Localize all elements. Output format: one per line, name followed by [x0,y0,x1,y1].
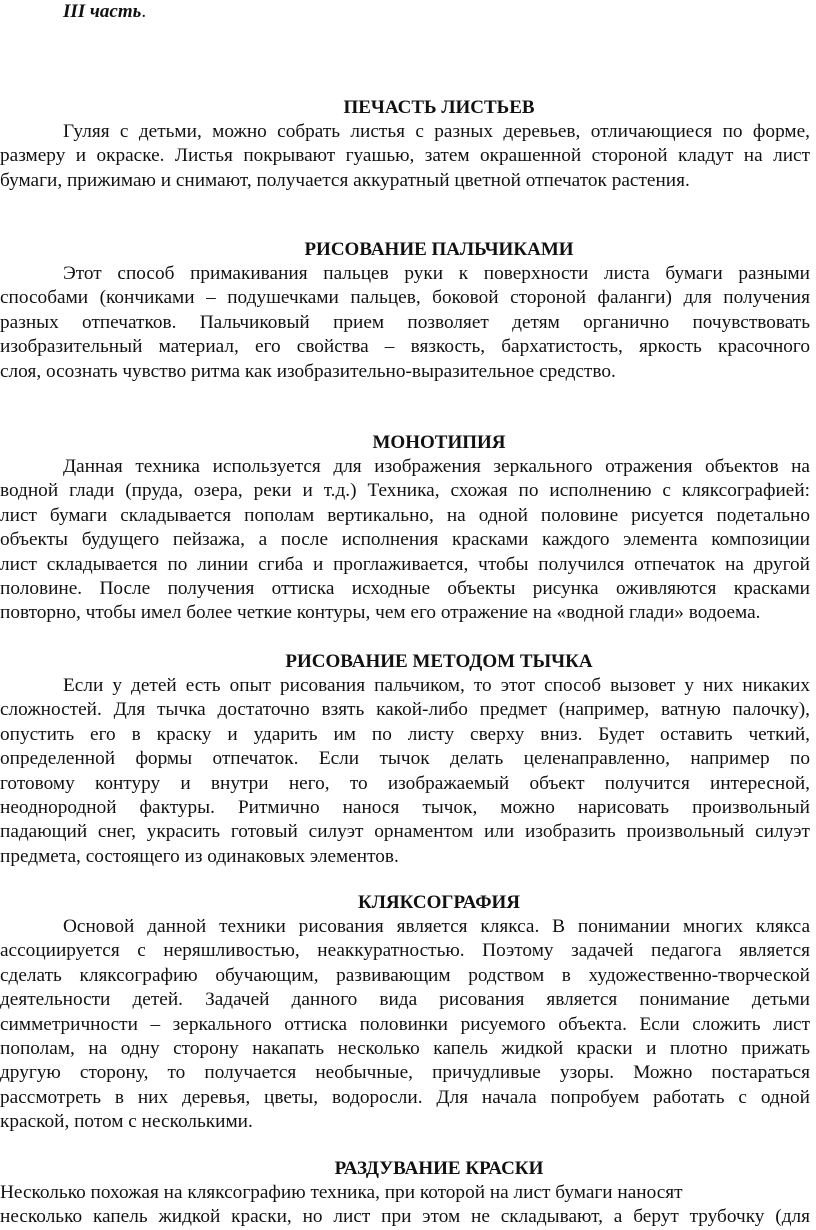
section-paint-blowing [0,1157,816,1230]
section-heading: МОНОТИПИЯ [372,432,506,453]
paragraph-line: опустить его в краску и ударить им по листу сверху вниз. Будет оставить четкий, [0,723,810,745]
paragraph-line: сложностей. Для тычка достаточно взять какой-либо предмет (например, ватную палочку), [0,699,810,721]
paragraph-line: бумаги, прижимаю и снимают, получается аккуратный цветной отпечаток растения. [0,169,690,191]
section-blotography [0,891,816,1135]
paragraph-line: краской, потом с несколькими. [0,1111,253,1133]
paragraph-line: неоднородной фактуры. Ритмично нанося тычок, можно нарисовать произвольный [0,796,810,818]
paragraph-line: симметричности – зеркального оттиска половинки рисуемого объекта. Если сложить лист [0,1013,810,1035]
section-paragraph [0,120,816,193]
paragraph-line: объекты будущего пейзажа, а после исполнения красками каждого элемента композиции [0,529,810,551]
paragraph-line: Данная техника используется для изображения зеркального отражения объектов на [63,456,810,477]
paragraph-line: Гуляя с детьми, можно собрать листья с разных деревьев, отличающиеся по форме, [63,121,810,142]
paragraph-line: другую сторону, то получается необычные, причудливые узоры. Можно постараться [0,1062,810,1084]
part-title-suffix: . [141,1,147,22]
paragraph-line: способами (кончиками – подушечками пальцев, боковой стороной фаланги) для получения [0,287,810,309]
section-leaf-print [0,96,816,193]
part-title-text: III часть [63,1,142,22]
paragraph-line: Основой данной техники рисования является клякса. В понимании многих клякса [63,916,810,937]
section-heading: ПЕЧАСТЬ ЛИСТЬЕВ [343,97,535,118]
section-heading: РИСОВАНИЕ МЕТОДОМ ТЫЧКА [285,651,593,672]
section-heading: РИСОВАНИЕ ПАЛЬЧИКАМИ [304,239,574,260]
paragraph-line: пополам, на одну сторону накапать несколько капель жидкой краски и плотно прижать [0,1037,810,1059]
paragraph-line: готовому контуру и внутри него, то изображаемый объект получится интересной, [0,772,810,794]
paragraph-line: изобразительный материал, его свойства – вязкость, бархатистость, яркость красочного [0,336,810,358]
paragraph-line: лист складывается по линии сгиба и проглаживается, чтобы получился отпечаток на другой [0,553,810,575]
paragraph-line: размеру и окраске. Листья покрывают гуашью, затем окрашенной стороной кладут на лист [0,145,810,167]
paragraph-line: Если у детей есть опыт рисования пальчиком, то этот способ вызовет у них никаких [63,675,810,696]
paragraph-line: Этот способ примакивания пальцев руки к поверхности листа бумаги разными [63,263,810,284]
paragraph-line: ассоциируется с неряшливостью, неаккуратностью. Поэтому задачей педагога является [0,940,810,962]
paragraph-line: деятельности детей. Задачей данного вида рисования является понимание детьми [0,989,810,1011]
section-paragraph [0,1181,816,1230]
paragraph-line: предмета, состоящего из одинаковых элементов. [0,845,399,867]
section-paragraph [0,915,816,1135]
paragraph-line: несколько капель жидкой краски, но лист при этом не складывают, а берут трубочку (для [0,1206,810,1228]
section-paragraph [0,262,816,384]
paragraph-line: лист бумаги складывается пополам вертикально, на одной половине рисуется подетально [0,504,810,526]
paragraph-line: определенной формы отпечаток. Если тычок делать целенаправленно, например по [0,748,810,770]
section-heading: КЛЯКСОГРАФИЯ [357,892,521,913]
paragraph-line: сделать кляксографию обучающим, развивающим родством в художественно-творческой [0,964,810,986]
paragraph-line: слоя, осознать чувство ритма как изобразительно-выразительное средство. [0,360,616,382]
section-finger-painting [0,238,816,384]
paragraph-line: разных отпечатков. Пальчиковый прием позволяет детям органично почувствовать [0,311,810,333]
section-paragraph [0,455,816,626]
paragraph-line: рассмотреть в них деревья, цветы, водоросли. Для начала попробуем работать с одной [0,1086,810,1108]
part-title [63,0,146,24]
section-poke-method [0,650,816,869]
section-heading: РАЗДУВАНИЕ КРАСКИ [334,1158,544,1179]
paragraph-line: Несколько похожая на кляксографию техника, при которой на лист бумаги наносят [0,1182,683,1203]
paragraph-line: повторно, чтобы имел более четкие контуры, чем его отражение на «водной глади» водоема. [0,602,761,624]
section-monotype [0,431,816,626]
section-paragraph [0,674,816,869]
paragraph-line: падающий снег, украсить готовый силуэт орнаментом или изобразить произвольный силуэт [0,821,810,843]
paragraph-line: половине. После получения оттиска исходные объекты рисунка оживляются красками [0,577,810,599]
paragraph-line: водной глади (пруда, озера, реки и т.д.) Техника, схожая по исполнению с кляксографией: [0,480,810,502]
